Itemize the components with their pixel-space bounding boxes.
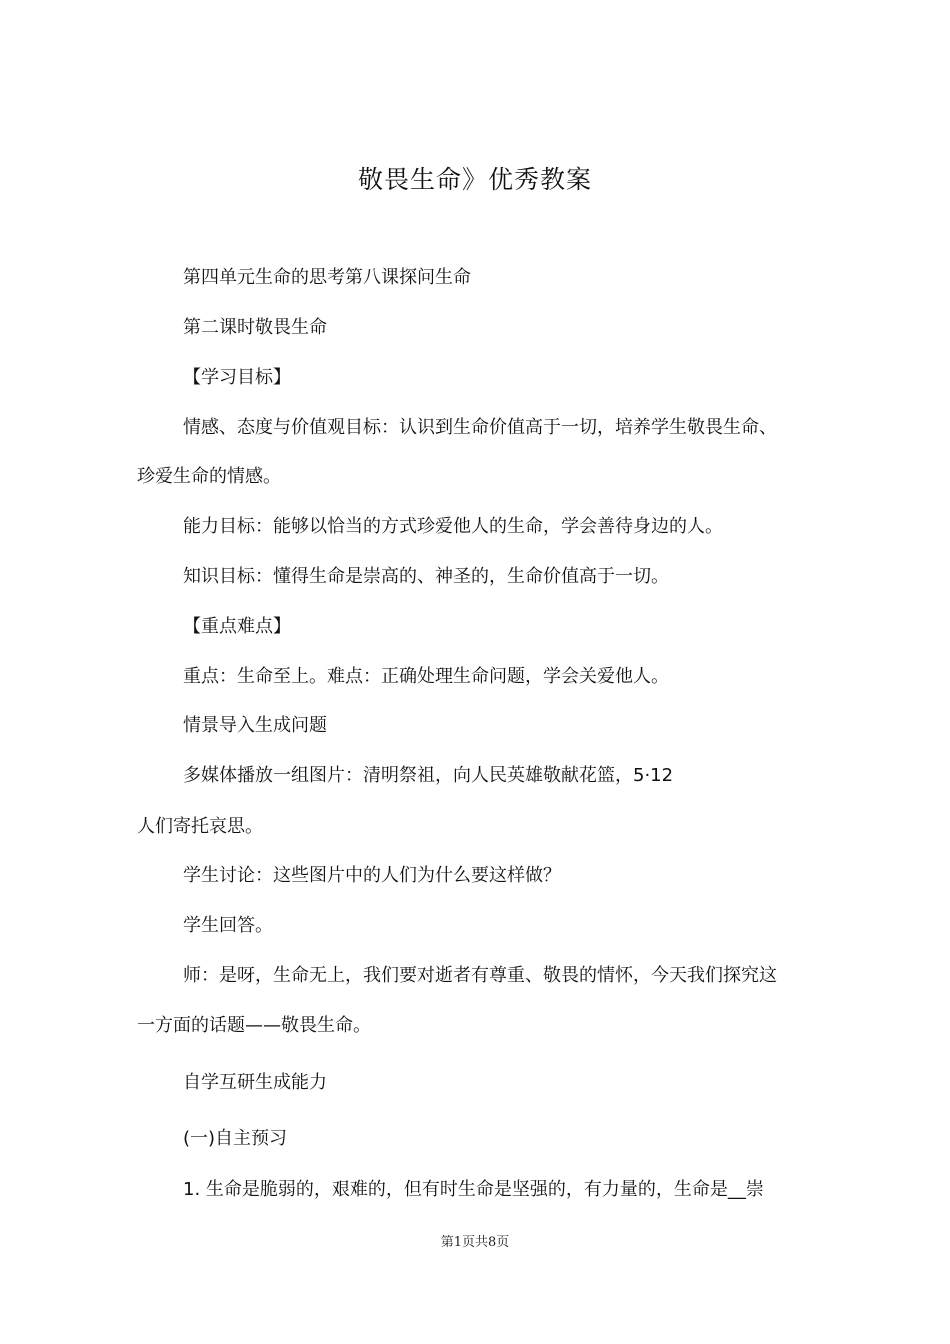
document-title: 敬畏生命》优秀教案 [357, 165, 592, 194]
paragraph-ability-objective: 能力目标：能够以恰当的方式珍爱他人的生命，学会善待身边的人。 [183, 516, 723, 537]
lesson-heading: 第二课时敬畏生命 [183, 317, 327, 338]
section-heading-self-study: 自学互研生成能力 [183, 1072, 327, 1093]
paragraph-multimedia-continued: 人们寄托哀思。 [137, 816, 263, 837]
unit-heading: 第四单元生命的思考第八课探问生命 [183, 267, 471, 288]
paragraph-emotion-objective: 情感、态度与价值观目标：认识到生命价值高于一切，培养学生敬畏生命、 [183, 417, 777, 438]
section-heading-key-points: 【重点难点】 [183, 616, 291, 637]
section-heading-scenario: 情景导入生成问题 [183, 715, 327, 736]
paragraph-teacher: 师：是呀，生命无上，我们要对逝者有尊重、敬畏的情怀，今天我们探究这 [183, 965, 777, 986]
paragraph-student-discussion: 学生讨论：这些图片中的人们为什么要这样做？ [183, 865, 561, 886]
paragraph-key-points: 重点：生命至上。难点：正确处理生命问题，学会关爱他人。 [183, 666, 669, 687]
subsection-heading-preview: (一)自主预习 [183, 1128, 288, 1149]
section-heading-objectives: 【学习目标】 [183, 367, 291, 388]
list-item-1: 1. 生命是脆弱的，艰难的，但有时生命是坚强的，有力量的，生命是__崇 [183, 1179, 764, 1200]
page-footer: 第1页共8页 [440, 1235, 510, 1250]
paragraph-emotion-objective-continued: 珍爱生命的情感。 [137, 466, 281, 487]
paragraph-teacher-continued: 一方面的话题——敬畏生命。 [137, 1015, 371, 1036]
paragraph-knowledge-objective: 知识目标：懂得生命是崇高的、神圣的，生命价值高于一切。 [183, 566, 669, 587]
paragraph-multimedia: 多媒体播放一组图片：清明祭祖，向人民英雄敬献花篮，5·12 [183, 765, 674, 786]
paragraph-student-answer: 学生回答。 [183, 915, 273, 936]
